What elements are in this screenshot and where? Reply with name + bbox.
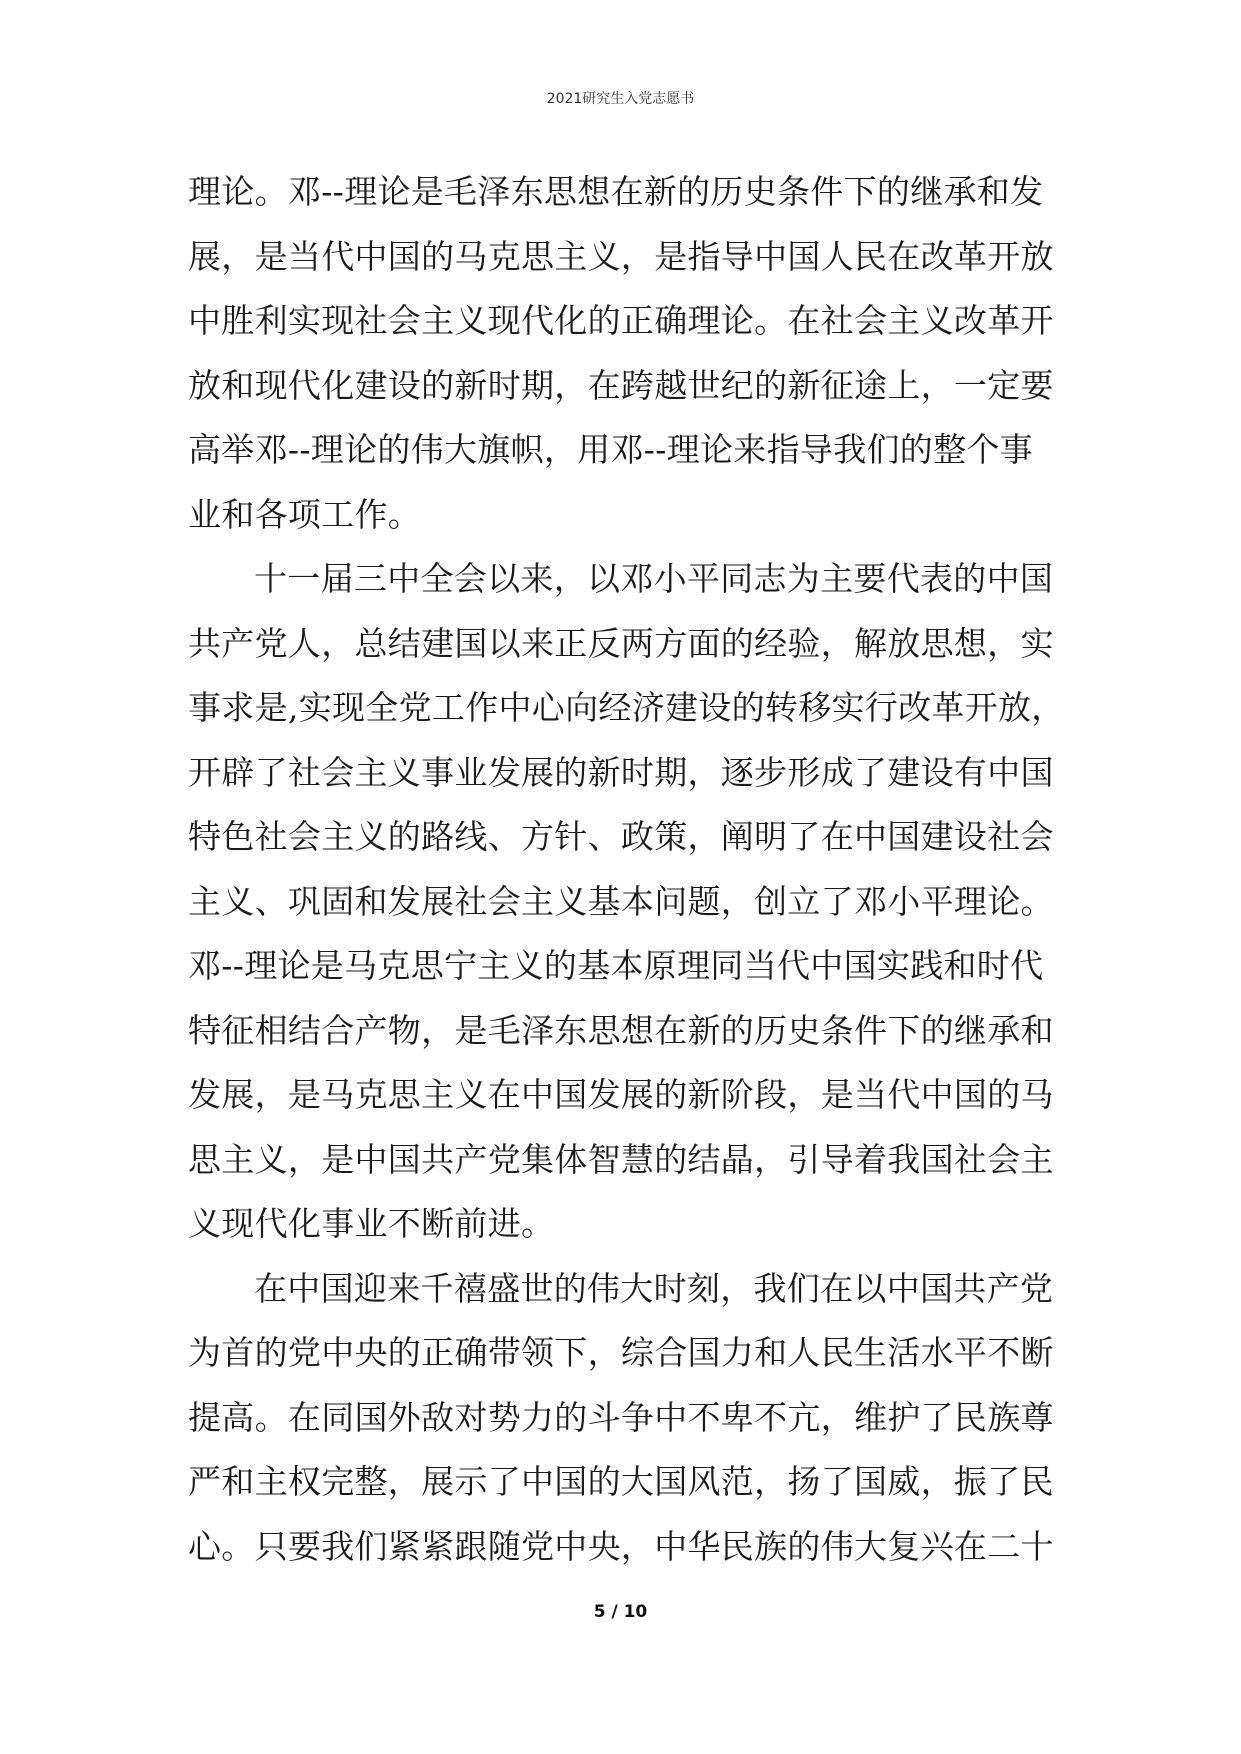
text-line: 思主义，是中国共产党集体智慧的结晶，引导着我国社会主	[188, 1139, 1054, 1179]
text-line: 放和现代化建设的新时期，在跨越世纪的新征途上，一定要	[188, 365, 1054, 405]
text-line: 发展，是马克思主义在中国发展的新阶段，是当代中国的马	[188, 1075, 1054, 1114]
text-line: 高举邓--理论的伟大旗帜，用邓--理论来指导我们的整个事	[188, 430, 1034, 469]
text-line: 特征相结合产物，是毛泽东思想在新的历史条件下的继承和	[188, 1010, 1054, 1050]
text-line: 中胜利实现社会主义现代化的正确理论。在社会主义改革开	[188, 301, 1054, 340]
text-line: 义现代化事业不断前进。	[188, 1204, 555, 1243]
text-line: 为首的党中央的正确带领下，综合国力和人民生活水平不断	[188, 1333, 1054, 1372]
text-line: 开辟了社会主义事业发展的新时期，逐步形成了建设有中国	[188, 752, 1054, 792]
text-line: 业和各项工作。	[188, 494, 422, 534]
text-line: 展，是当代中国的马克思主义，是指导中国人民在改革开放	[188, 236, 1054, 276]
text-line: 特色社会主义的路线、方针、政策，阐明了在中国建设社会	[188, 817, 1054, 856]
text-line: 心。只要我们紧紧跟随党中央，中华民族的伟大复兴在二十	[188, 1526, 1054, 1566]
text-line: 邓--理论是马克思宁主义的基本原理同当代中国实践和时代	[188, 946, 1044, 985]
text-line: 事求是,实现全党工作中心向经济建设的转移实行改革开放，	[188, 688, 1065, 727]
paragraph-first-line: 十一届三中全会以来，以邓小平同志为主要代表的中国	[254, 559, 1054, 598]
paragraph-first-line: 在中国迎来千禧盛世的伟大时刻，我们在以中国共产党	[254, 1268, 1054, 1308]
text-line: 共产党人，总结建国以来正反两方面的经验，解放思想，实	[188, 623, 1054, 663]
page-number: 5 / 10	[593, 1602, 648, 1622]
page-header: 2021研究生入党志愿书	[546, 91, 695, 107]
document-body	[188, 160, 1068, 1579]
text-line: 提高。在同国外敌对势力的斗争中不卑不亢，维护了民族尊	[188, 1397, 1054, 1437]
text-line: 主义、巩固和发展社会主义基本问题，创立了邓小平理论。	[188, 881, 1054, 921]
text-line: 理论。邓--理论是毛泽东思想在新的历史条件下的继承和发	[188, 172, 1044, 211]
text-line: 严和主权完整，展示了中国的大国风范，扬了国威，振了民	[188, 1462, 1054, 1501]
